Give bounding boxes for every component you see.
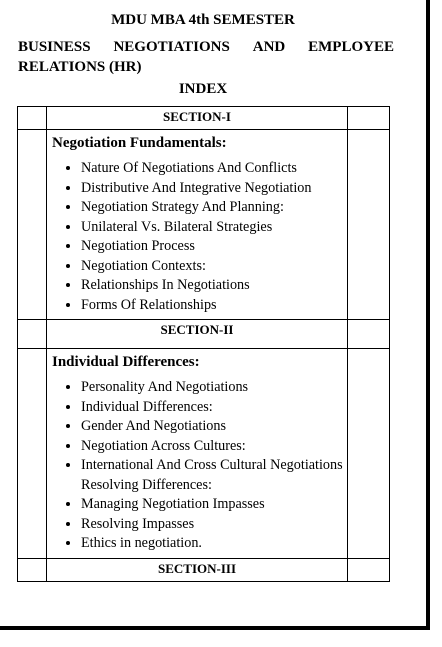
topic-item: • Relationships In Negotiations xyxy=(81,276,343,296)
topic-item: • Managing Negotiation Impasses xyxy=(81,495,343,515)
section-2-content xyxy=(47,349,348,559)
section-1-topic-list xyxy=(52,159,343,315)
document-title: MDU MBA 4th SEMESTER xyxy=(111,12,295,28)
empty-cell xyxy=(18,130,47,320)
section-1-heading: Negotiation Fundamentals: xyxy=(52,135,227,151)
topic-item: • Distributive And Integrative Negotiation xyxy=(81,179,343,199)
topic-item: • Individual Differences: xyxy=(81,398,343,418)
section-content-row xyxy=(18,349,390,559)
section-3-label: SECTION-III xyxy=(47,558,348,581)
section-content-row xyxy=(18,130,390,320)
topic-item: • Negotiation Strategy And Planning: xyxy=(81,198,343,218)
section-header-row xyxy=(18,558,390,581)
topic-item: • Unilateral Vs. Bilateral Strategies xyxy=(81,218,343,238)
subtitle-word: NEGOTIATIONS xyxy=(113,39,230,55)
subtitle-word: EMPLOYEE xyxy=(308,39,394,55)
empty-cell xyxy=(348,130,390,320)
section-2-heading: Individual Differences: xyxy=(52,354,200,370)
section-1-label: SECTION-I xyxy=(47,107,348,130)
section-header-row xyxy=(18,320,390,349)
index-heading: INDEX xyxy=(178,81,228,97)
section-1-content xyxy=(47,130,348,320)
empty-cell xyxy=(348,558,390,581)
section-2-label: SECTION-II xyxy=(47,320,348,349)
empty-cell xyxy=(18,320,47,349)
subtitle-word: AND xyxy=(252,39,286,55)
document-subtitle xyxy=(18,37,394,77)
empty-cell xyxy=(18,558,47,581)
topic-item: • Ethics in negotiation. xyxy=(81,534,343,554)
topic-item: • Personality And Negotiations xyxy=(81,378,343,398)
subtitle-word: BUSINESS xyxy=(18,39,91,55)
empty-cell xyxy=(348,107,390,130)
subtitle-line-2: RELATIONS (HR) xyxy=(18,59,142,75)
topic-item: • Resolving Impasses xyxy=(81,515,343,535)
topic-item: • Nature Of Negotiations And Conflicts xyxy=(81,159,343,179)
topic-item: • Negotiation Across Cultures: xyxy=(81,437,343,457)
topic-item: • Negotiation Contexts: xyxy=(81,257,343,277)
empty-cell xyxy=(348,320,390,349)
topic-item: • Forms Of Relationships xyxy=(81,296,343,316)
topic-item: • International And Cross Cultural Negotiations Resolving Differences: xyxy=(81,456,343,495)
empty-cell xyxy=(18,107,47,130)
section-header-row xyxy=(18,107,390,130)
topic-item: • Gender And Negotiations xyxy=(81,417,343,437)
section-2-topic-list xyxy=(52,378,343,554)
empty-cell xyxy=(18,349,47,559)
index-table xyxy=(17,106,390,582)
topic-item: • Negotiation Process xyxy=(81,237,343,257)
empty-cell xyxy=(348,349,390,559)
